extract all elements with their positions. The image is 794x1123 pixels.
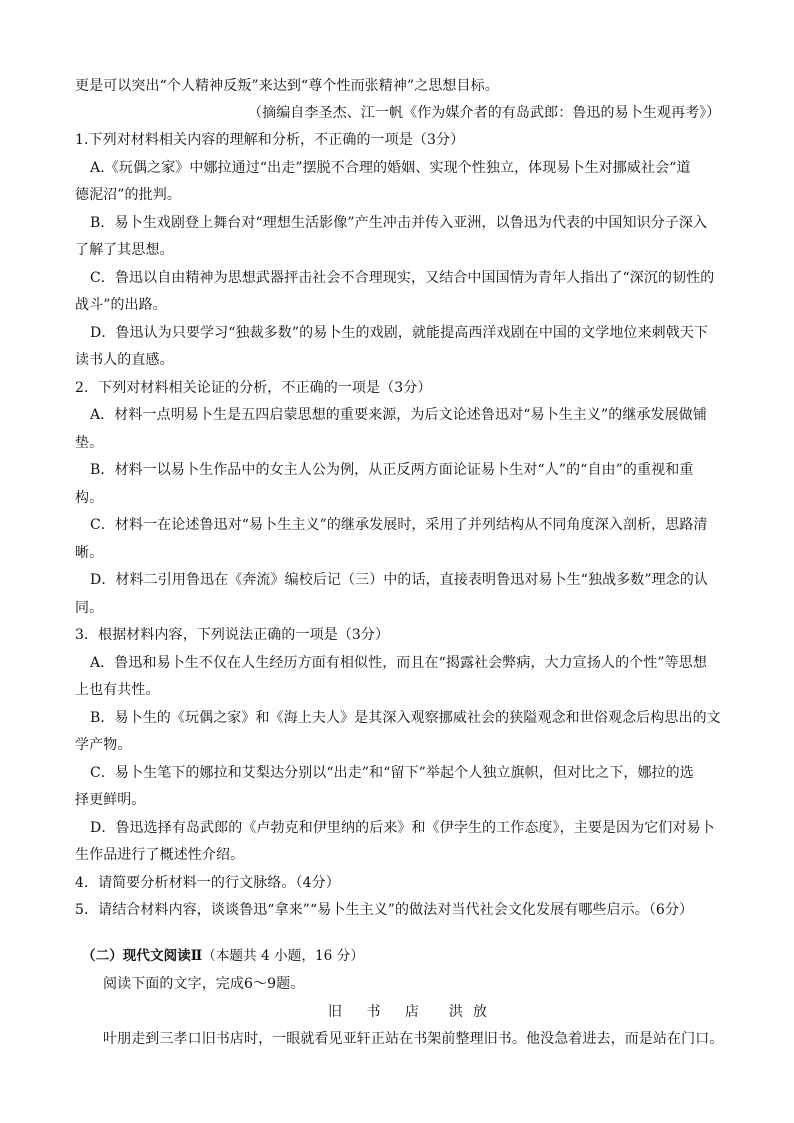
source-citation: （摘编自李圣杰、江一帆《作为媒介者的有岛武郎：鲁迅的易卜生观再考》） (248, 105, 721, 121)
section-title: （二）现代文阅读Ⅱ (82, 948, 203, 964)
text-line: 晰。 (75, 545, 104, 561)
option-1c: C．鲁迅以自由精神为思想武器抨击社会不合理现实，又结合中国国情为青年人指出了“深沉的韧性的 (90, 270, 715, 286)
text-line: 德泥沼”的批判。 (75, 187, 181, 203)
question-4: 4．请简要分析材料一的行文脉络。（4分） (75, 875, 340, 891)
text-line: 读书人的直感。 (75, 352, 174, 368)
text-line: 上也有共性。 (75, 682, 160, 698)
question-1: 1.下列对材料相关内容的理解和分析，不正确的一项是（3分） (75, 132, 465, 148)
text-line: 构。 (75, 490, 104, 506)
text-line: 学产物。 (75, 737, 132, 753)
question-2: 2．下列对材料相关论证的分析，不正确的一项是（3分） (75, 380, 432, 396)
option-1b: B．易卜生戏剧登上舞台对“理想生活影像”产生冲击并传入亚洲，以鲁迅为代表的中国知识分子深入 (90, 215, 708, 231)
text-line: 更是可以突出“个人精神反叛”来达到“尊个性而张精神”之思想目标。 (75, 78, 499, 94)
text-line: 了解了其思想。 (75, 242, 174, 258)
option-3d: D．鲁迅选择有岛武郎的《卢勃克和伊里纳的后来》和《伊孛生的工作态度》，主要是因为它们对易卜 (90, 820, 715, 836)
text-line: 择更鲜明。 (75, 792, 146, 808)
option-2c: C．材料一在论述鲁迅对“易卜生主义”的继承发展时，采用了并列结构从不同角度深入剖析，思路清 (90, 517, 708, 533)
question-5: 5．请结合材料内容，谈谈鲁迅“拿来”“易卜生主义”的做法对当代社会文化发展有哪些启示。（6分） (75, 902, 694, 918)
text-line: 垫。 (75, 435, 104, 451)
story-title: 旧 书 店 (328, 1004, 429, 1020)
story-author: 洪放 (448, 1004, 497, 1020)
option-3b: B．易卜生的《玩偶之家》和《海上夫人》是其深入观察挪威社会的狭隘观念和世俗观念后构思出的文 (90, 710, 721, 726)
option-3c: C．易卜生笔下的娜拉和艾梨达分别以“出走”和“留下”举起个人独立旗帜，但对比之下，娜拉的选 (90, 765, 694, 781)
option-1d: D．鲁迅认为只要学习“独裁多数”的易卜生的戏剧，就能提高西洋戏剧在中国的文学地位来刺戟天下 (90, 325, 709, 341)
option-3a: A．鲁迅和易卜生不仅在人生经历方面有相似性，而且在“揭露社会弊病，大力宣扬人的个性”等思想 (90, 655, 707, 671)
section-heading (82, 942, 732, 970)
story-heading (328, 998, 628, 1026)
option-2d: D．材料二引用鲁迅在《奔流》编校后记（三）中的话，直接表明鲁迅对易卜生“独战多数”理念的认 (90, 572, 709, 588)
section-note: （本题共 4 小题，16 分） (202, 948, 364, 964)
text-line: 同。 (75, 600, 104, 616)
reading-instruction: 阅读下面的文字，完成6～9题。 (103, 976, 305, 992)
text-line: 生作品进行了概述性介绍。 (75, 847, 245, 863)
story-first-line: 叶朋走到三孝口旧书店时，一眼就看见亚轩正站在书架前整理旧书。他没急着进去，而是站在门口。 (103, 1031, 724, 1047)
question-3: 3．根据材料内容，下列说法正确的一项是（3分） (75, 627, 390, 643)
option-1a: A.《玩偶之家》中娜拉通过“出走”摆脱不合理的婚姻、实现个性独立，体现易卜生对挪威社会“道 (90, 160, 691, 176)
text-line: 战斗”的出路。 (75, 297, 167, 313)
option-2a: A．材料一点明易卜生是五四启蒙思想的重要来源，为后文论述鲁迅对“易卜生主义”的继承发展做铺 (90, 407, 707, 423)
option-2b: B．材料一以易卜生作品中的女主人公为例，从正反两方面论证易卜生对“人”的“自由”的重视和重 (90, 462, 694, 478)
